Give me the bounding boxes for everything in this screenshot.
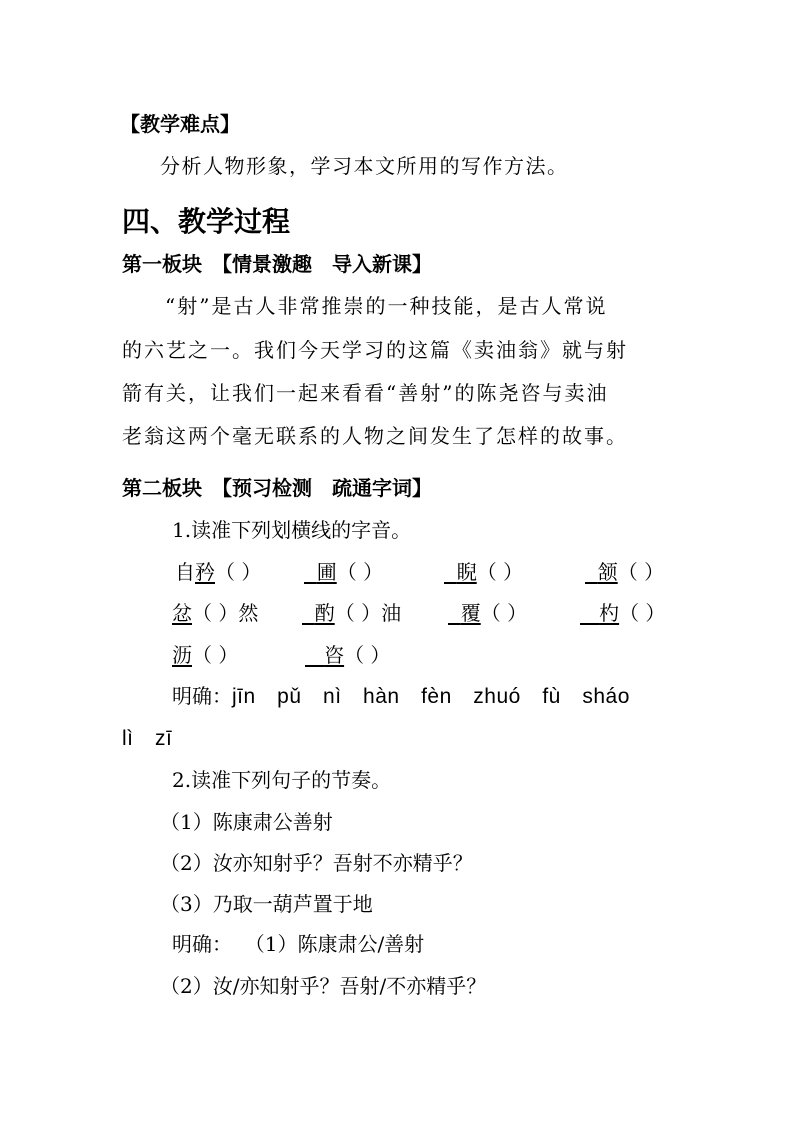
word-item: [585, 556, 664, 585]
word-item: [172, 597, 258, 626]
underlined-char: 咨: [324, 643, 345, 667]
question-2: 2.读准下列句子的节奏。: [172, 768, 392, 792]
word-item: [444, 556, 523, 585]
difficulty-heading: 【教学难点】: [120, 112, 240, 136]
word-suffix: （ ）: [192, 643, 239, 667]
word-suffix: （ ）: [344, 643, 391, 667]
pinyin-line-1: jīn pǔ nì hàn fèn zhuó fù sháo: [232, 685, 630, 708]
word-item: [172, 639, 238, 668]
block1-line-2: 的六艺之一。我们今天学习的这篇《卖油翁》就与射: [122, 338, 628, 362]
underlined-char: 沥: [172, 643, 192, 667]
block1-line-1: “射”是古人非常推崇的一种技能，是古人常说: [165, 294, 608, 318]
word-suffix: （ ）: [336, 560, 384, 584]
word-prefix: 自: [175, 560, 195, 584]
block1-line-3: 箭有关，让我们一起来看看“善射”的陈尧咨与卖油: [122, 381, 609, 405]
pinyin-line-2: lì zī: [122, 727, 173, 750]
sentence-2: （2）汝亦知射乎？吾射不亦精乎？: [160, 851, 473, 875]
difficulty-text: 分析人物形象，学习本文所用的写作方法。: [160, 154, 569, 178]
word-suffix: （ ）: [476, 560, 524, 584]
word-suffix: （ ）: [215, 560, 262, 584]
sentence-1: （1）陈康肃公善射: [160, 810, 333, 834]
sentence-3: （3）乃取一葫芦置于地: [160, 892, 373, 916]
underlined-char: 杓: [599, 601, 620, 625]
word-suffix: （ ）: [617, 560, 665, 584]
block2-heading: 第二板块 【预习检测 疏通字词】: [122, 476, 432, 500]
underlined-char: 圃: [316, 560, 337, 584]
word-suffix: （ ）油: [334, 601, 402, 625]
word-suffix: （ ）然: [192, 601, 259, 625]
word-item: [304, 556, 383, 585]
word-item: [305, 639, 390, 668]
answer-2: [172, 928, 424, 957]
underlined-char: 矜: [195, 560, 215, 584]
answer-2-line-2: （2）汝/亦知射乎？吾射/不亦精乎？: [160, 974, 487, 998]
word-item: [175, 556, 261, 585]
word-item: [302, 597, 401, 626]
underlined-char: 睨: [456, 560, 477, 584]
word-item: [448, 597, 527, 626]
answer-2-line-1: （1）陈康肃公/善射: [244, 932, 425, 956]
block1-line-4: 老翁这两个毫无联系的人物之间发生了怎样的故事。: [122, 424, 628, 448]
underlined-char: 忿: [172, 601, 192, 625]
process-heading: 四、教学过程: [122, 205, 291, 238]
underlined-char: 颔: [597, 560, 618, 584]
word-suffix: （ ）: [480, 601, 528, 625]
question-1: 1.读准下列划横线的字音。: [172, 518, 412, 542]
answer-label: 明确：: [172, 684, 232, 708]
answer-label: 明确：: [172, 932, 232, 956]
answer-1: [172, 680, 630, 710]
block1-heading: 第一板块 【情景激趣 导入新课】: [122, 252, 432, 276]
underlined-char: 酌: [314, 601, 335, 625]
word-item: [580, 597, 665, 626]
underlined-char: 覆: [460, 601, 481, 625]
word-suffix: （ ）: [619, 601, 666, 625]
